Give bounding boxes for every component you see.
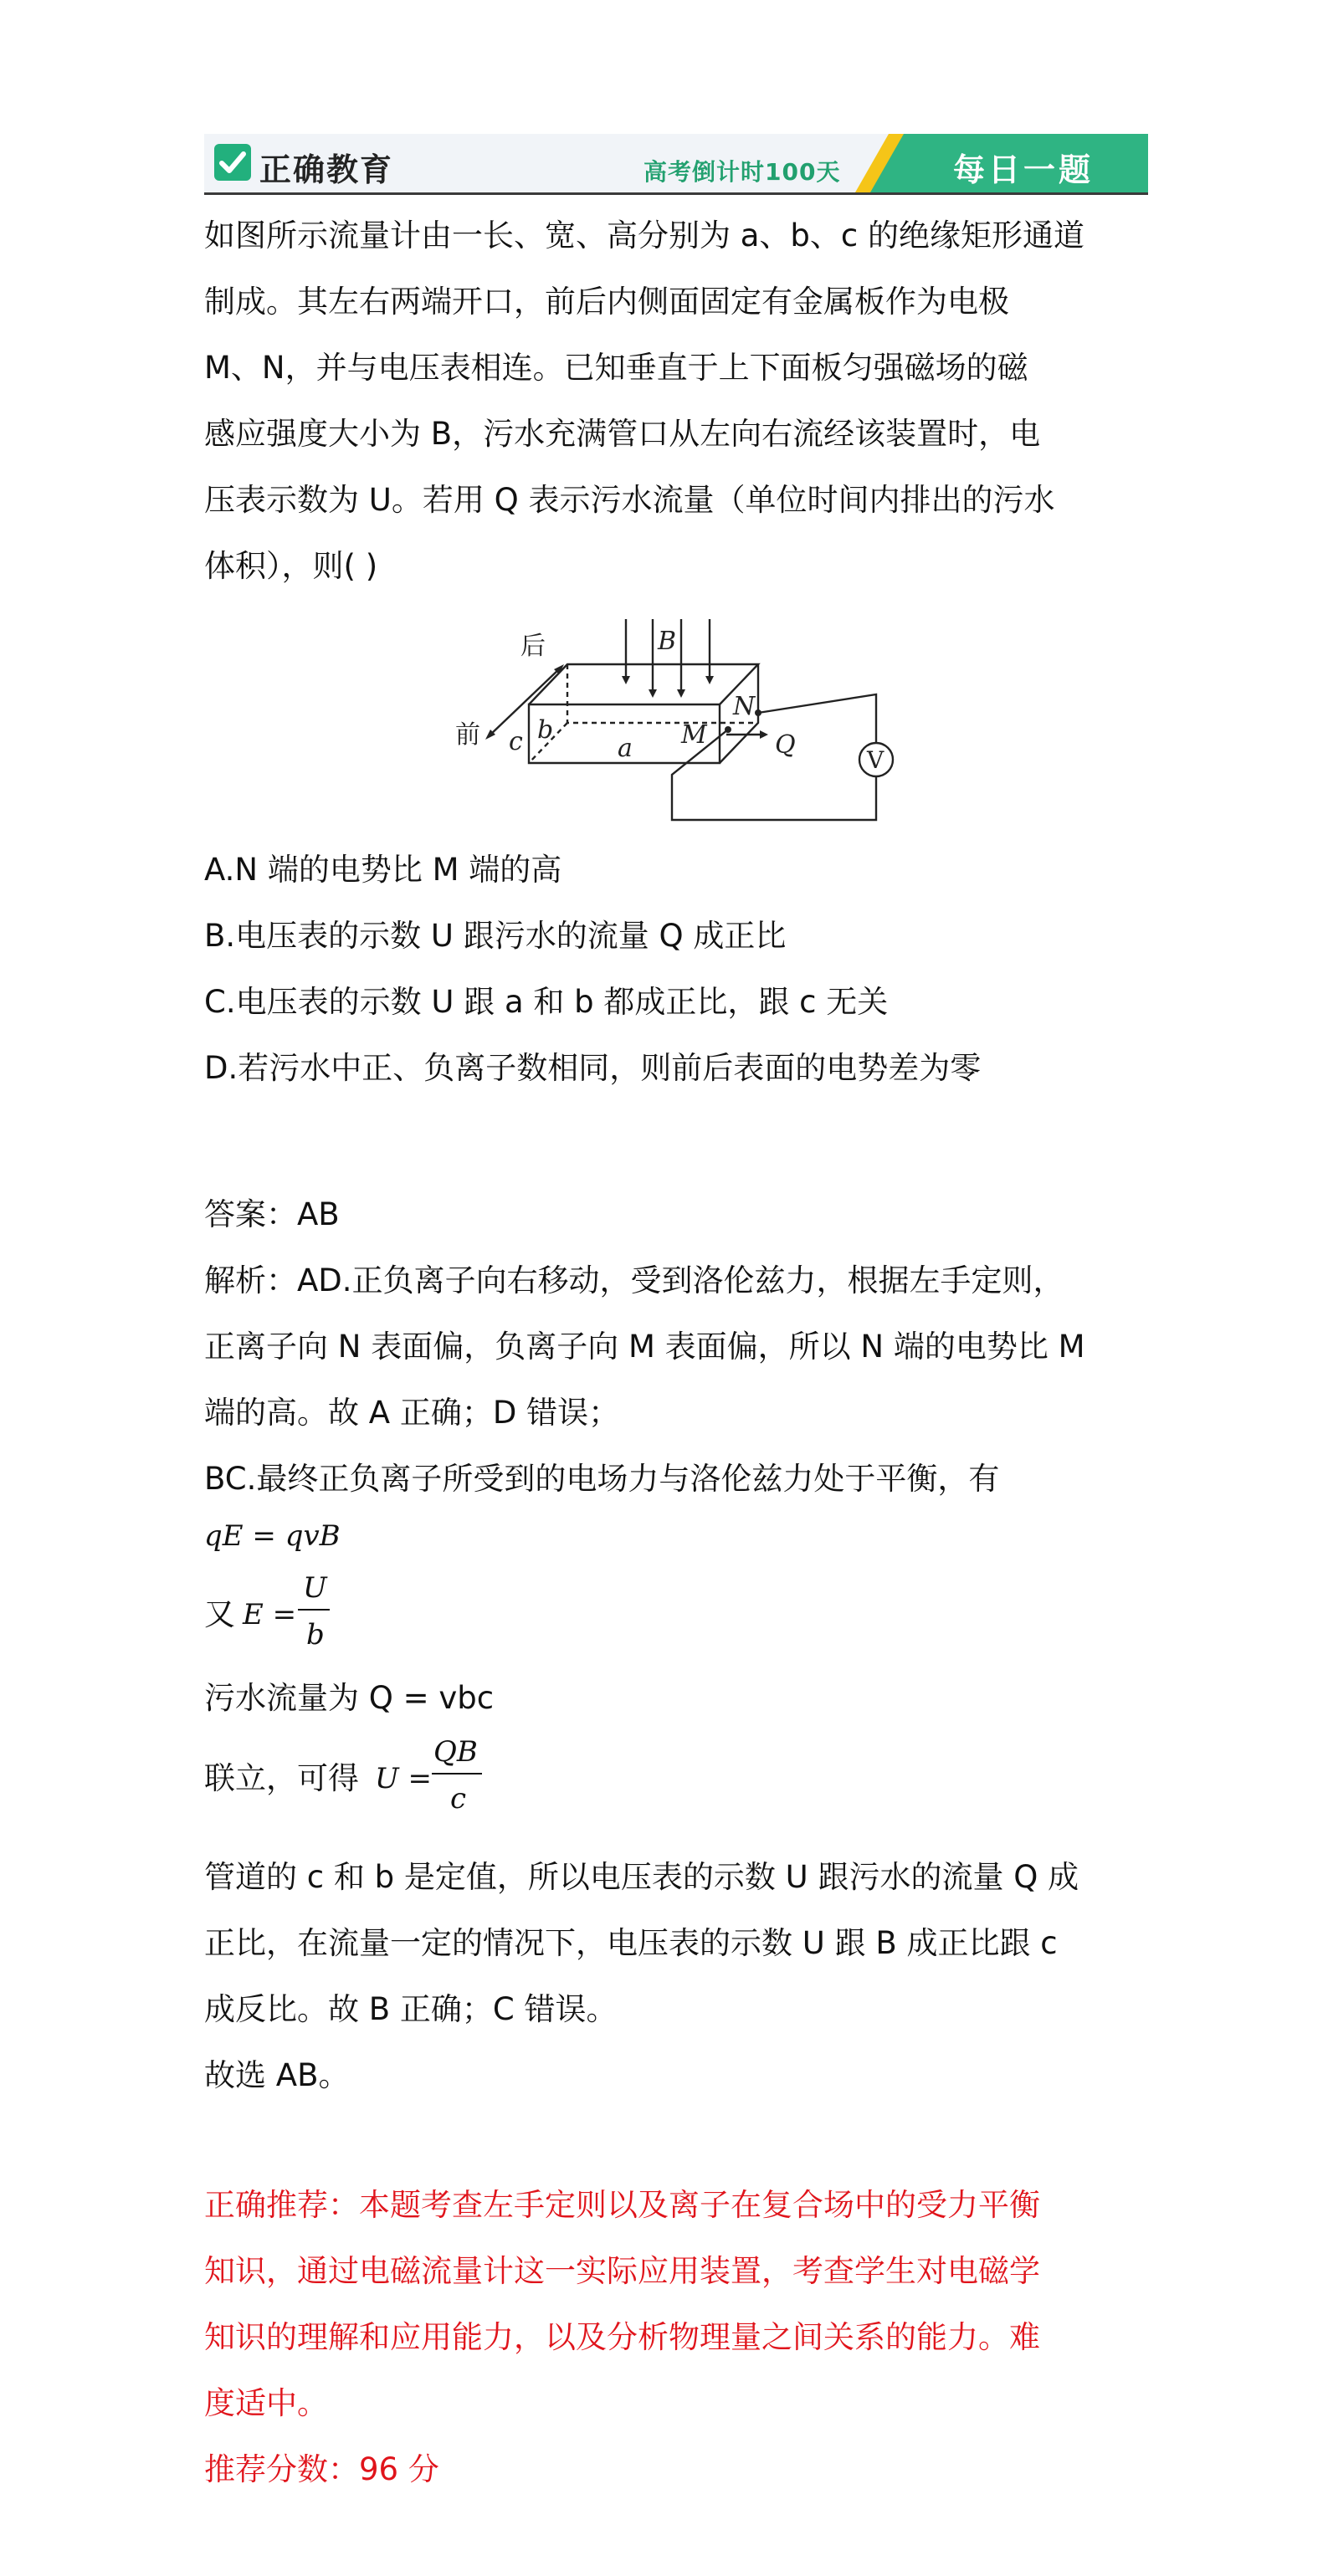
voltmeter-label: V xyxy=(867,746,884,774)
header-divider xyxy=(204,192,1148,195)
question-line: M、N，并与电压表相连。已知垂直于上下面板匀强磁场的磁 xyxy=(204,350,1028,386)
option-c: C.电压表的示数 U 跟 a 和 b 都成正比，跟 c 无关 xyxy=(204,984,889,1020)
fraction-denominator: b xyxy=(306,1618,325,1652)
option-d: D.若污水中正、负离子数相同，则前后表面的电势差为零 xyxy=(204,1050,982,1086)
fraction-bar xyxy=(432,1773,482,1775)
brand-name: 正确教育 xyxy=(259,151,394,188)
conclusion-line: 成反比。故 B 正确；C 错误。 xyxy=(204,1991,618,2027)
fraction-denominator: c xyxy=(450,1782,467,1815)
recommend-line: 知识，通过电磁流量计这一实际应用装置，考查学生对电磁学 xyxy=(204,2253,1040,2289)
question-line: 如图所示流量计由一长、宽、高分别为 a、b、c 的绝缘矩形通道 xyxy=(204,218,1085,254)
recommend-score: 推荐分数：96 分 xyxy=(204,2451,439,2487)
label-c: c xyxy=(509,727,523,756)
conclusion-line: 故选 AB。 xyxy=(204,2057,350,2093)
analysis-line: BC.最终正负离子所受到的电场力与洛伦兹力处于平衡，有 xyxy=(204,1461,1000,1497)
countdown-label: 高考倒计时100天 xyxy=(643,158,841,186)
question-line: 压表示数为 U。若用 Q 表示污水流量（单位时间内排出的污水 xyxy=(204,482,1055,518)
label-n: N xyxy=(733,692,756,721)
recommend-line: 正确推荐：本题考查左手定则以及离子在复合场中的受力平衡 xyxy=(204,2187,1040,2223)
label-back: 后 xyxy=(520,632,546,661)
label-q: Q xyxy=(775,730,796,760)
option-b: B.电压表的示数 U 跟污水的流量 Q 成正比 xyxy=(204,918,787,954)
equation-prefix: 联立，可得 xyxy=(204,1760,359,1796)
recommend-line: 知识的理解和应用能力，以及分析物理量之间关系的能力。难 xyxy=(204,2319,1040,2355)
question-line: 感应强度大小为 B，污水充满管口从左向右流经该装置时，电 xyxy=(204,416,1041,452)
analysis-line: 端的高。故 A 正确；D 错误； xyxy=(204,1395,620,1431)
fraction-numerator: QB xyxy=(433,1735,478,1769)
daily-question-label: 每日一题 xyxy=(953,151,1095,188)
equation-lhs: E = xyxy=(243,1598,297,1631)
analysis-line: 解析：AD.正负离子向右移动，受到洛伦兹力，根据左手定则， xyxy=(204,1262,1064,1298)
equation-lhs: U = xyxy=(375,1762,432,1795)
conclusion-line: 管道的 c 和 b 是定值，所以电压表的示数 U 跟污水的流量 Q 成 xyxy=(204,1859,1079,1895)
option-a: A.N 端的电势比 M 端的高 xyxy=(204,852,562,888)
question-line: 体积），则( ) xyxy=(204,548,378,584)
label-b-field: B xyxy=(658,627,677,656)
fraction-bar xyxy=(298,1609,330,1611)
flowmeter-diagram xyxy=(452,611,904,828)
label-m: M xyxy=(681,720,707,750)
equation-flow: 污水流量为 Q = vbc xyxy=(204,1680,495,1716)
equation-prefix: 又 xyxy=(204,1596,235,1632)
checkmark-icon xyxy=(214,144,251,181)
conclusion-line: 正比，在流量一定的情况下，电压表的示数 U 跟 B 成正比跟 c xyxy=(204,1925,1058,1961)
analysis-line: 正离子向 N 表面偏，负离子向 M 表面偏，所以 N 端的电势比 M xyxy=(204,1329,1085,1365)
answer-line: 答案：AB xyxy=(204,1196,340,1232)
equation-balance: qE = qvB xyxy=(204,1519,341,1553)
label-b: b xyxy=(537,715,554,745)
recommend-line: 度适中。 xyxy=(204,2385,328,2421)
fraction-numerator: U xyxy=(303,1571,327,1605)
label-front: 前 xyxy=(455,720,480,750)
header-banner xyxy=(204,134,1148,194)
question-line: 制成。其左右两端开口，前后内侧面固定有金属板作为电极 xyxy=(204,284,1009,320)
label-a: a xyxy=(618,734,633,763)
